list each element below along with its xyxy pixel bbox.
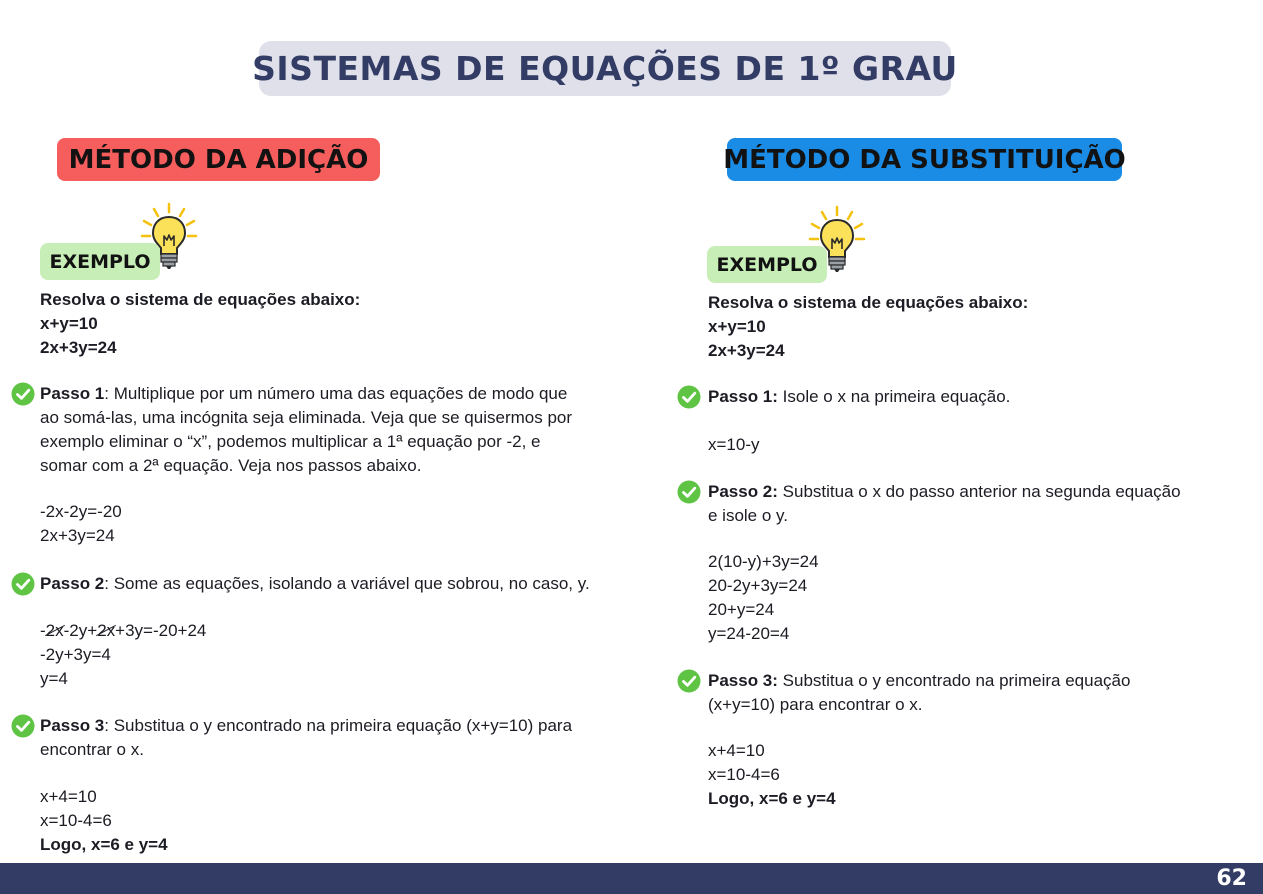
conclusion: Logo, x=6 e y=4 [40, 835, 168, 854]
step-label: Passo 1: [708, 387, 778, 406]
equation: 20+y=24 [708, 600, 775, 619]
check-circle-icon [677, 480, 701, 504]
step-1-text [40, 382, 567, 406]
intro-text: Resolva o sistema de equações abaixo: [40, 290, 361, 309]
step-text-line: somar com a 2ª equação. Veja nos passos abaixo. [40, 456, 422, 475]
equation: x=10-y [708, 435, 760, 454]
step-text-line: ao somá-las, uma incógnita seja eliminada. Veja que se quisermos por [40, 408, 573, 427]
step-text: : Substitua o y encontrado na primeira equação (x+y=10) para [104, 716, 573, 735]
equation: x=10-4=6 [708, 765, 780, 784]
step-3-text [708, 669, 1130, 693]
check-circle-icon [677, 669, 701, 693]
equation: y=24-20=4 [708, 624, 790, 643]
step-2-text [708, 480, 1181, 504]
intro-text: Resolva o sistema de equações abaixo: [708, 293, 1029, 312]
page-title: SISTEMAS DE EQUAÇÕES DE 1º GRAU [259, 41, 951, 96]
equation-part: -2y+ [63, 621, 98, 640]
step-text-line: (x+y=10) para encontrar o x. [708, 695, 923, 714]
check-circle-icon [11, 572, 35, 596]
equation: -2y+3y=4 [40, 645, 111, 664]
equation: y=4 [40, 669, 68, 688]
method-substituicao-title: MÉTODO DA SUBSTITUIÇÃO [727, 138, 1122, 181]
step-text-line: e isole o y. [708, 506, 789, 525]
system-equation: 2x+3y=24 [40, 338, 117, 357]
page-number: 62 [1216, 866, 1247, 891]
step-label: Passo 2: [708, 482, 778, 501]
step-text: : Multiplique por um número uma das equações de modo que [104, 384, 568, 403]
step-text-line: encontrar o x. [40, 740, 144, 759]
example-label: EXEMPLO [707, 246, 827, 283]
equation: 20-2y+3y=24 [708, 576, 808, 595]
method-adicao-title: MÉTODO DA ADIÇÃO [57, 138, 380, 181]
footer-bar [0, 863, 1263, 894]
step-text: Substitua o x do passo anterior na segunda equação [777, 482, 1181, 501]
equation: x+4=10 [708, 741, 765, 760]
step-2-text [40, 572, 590, 596]
step-text-line: exemplo eliminar o “x”, podemos multiplicar a 1ª equação por -2, e [40, 432, 541, 451]
step-text: Substitua o y encontrado na primeira equação [777, 671, 1131, 690]
example-label: EXEMPLO [40, 243, 160, 280]
check-circle-icon [677, 385, 701, 409]
equation-part: - [40, 621, 46, 640]
step-1-text [708, 385, 1010, 409]
system-equation: x+y=10 [40, 314, 98, 333]
cancelled-term: 2x [46, 619, 64, 643]
step-label: Passo 1 [40, 384, 105, 403]
step-label: Passo 2 [40, 574, 105, 593]
equation: -2x-2y=-20 [40, 502, 122, 521]
equation: 2x+3y=24 [40, 526, 115, 545]
equation: x+4=10 [40, 787, 97, 806]
check-circle-icon [11, 382, 35, 406]
check-circle-icon [11, 714, 35, 738]
system-equation: x+y=10 [708, 317, 766, 336]
cancelled-term: 2x [97, 619, 115, 643]
step-text: Isole o x na primeira equação. [777, 387, 1011, 406]
conclusion: Logo, x=6 e y=4 [708, 789, 836, 808]
step-label: Passo 3: [708, 671, 778, 690]
system-equation: 2x+3y=24 [708, 341, 785, 360]
equation-part: +3y=-20+24 [115, 621, 207, 640]
equation: x=10-4=6 [40, 811, 112, 830]
equation: 2(10-y)+3y=24 [708, 552, 819, 571]
equation-with-cancel [40, 619, 206, 643]
step-3-text [40, 714, 572, 738]
step-label: Passo 3 [40, 716, 105, 735]
step-text: : Some as equações, isolando a variável que sobrou, no caso, y. [104, 574, 590, 593]
